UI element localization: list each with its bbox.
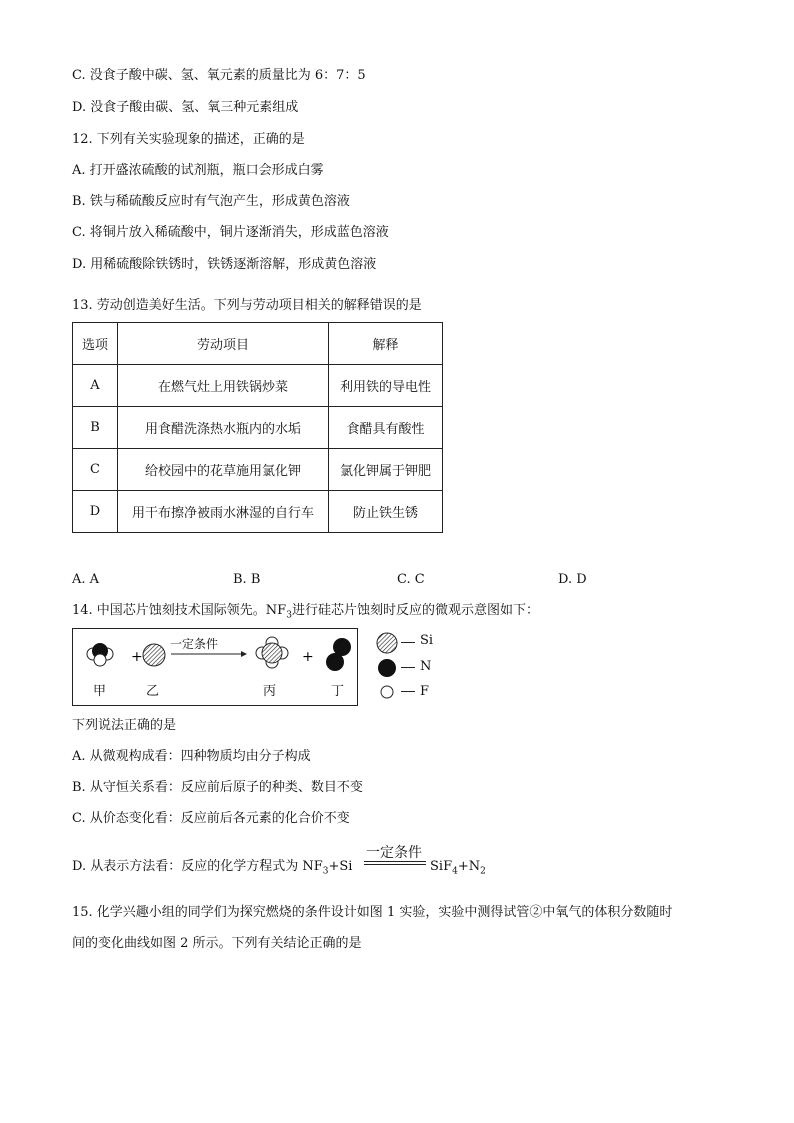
table-cell: C: [73, 449, 118, 491]
table-header-cell: 选项: [73, 323, 118, 365]
label-ding: 丁: [331, 684, 345, 699]
table-cell: 利用铁的导电性: [329, 365, 443, 407]
table-header-row: [73, 323, 443, 365]
table-row: [73, 449, 443, 491]
q13-option-b: B. B: [233, 572, 261, 587]
table-cell: B: [73, 407, 118, 449]
legend-n-symbol: [378, 659, 396, 677]
q12-option-d: D. 用稀硫酸除铁锈时，铁锈逐渐溶解，形成黄色溶液: [72, 257, 377, 272]
reaction-condition: 一定条件: [170, 637, 219, 651]
table-cell: A: [73, 365, 118, 407]
table-cell: 用食醋洗涤热水瓶内的水垢: [118, 407, 329, 449]
legend-symbols: [374, 630, 404, 704]
arrow-head: [241, 651, 247, 657]
legend-f-symbol: [381, 686, 393, 698]
table-cell: 用干布擦净被雨水淋湿的自行车: [118, 491, 329, 533]
q13-option-c: C. C: [397, 572, 425, 587]
plus-sign: +: [302, 649, 314, 665]
table-cell: 氯化钾属于钾肥: [329, 449, 443, 491]
table-row: [73, 407, 443, 449]
q13-option-a: A. A: [72, 572, 100, 587]
q14-stem-sub: 3: [286, 610, 292, 621]
q14-option-d: [72, 842, 532, 876]
legend-si-symbol: [377, 633, 397, 653]
table-cell: 在燃气灶上用铁锅炒菜: [118, 365, 329, 407]
q12-option-c: C. 将铜片放入稀硫酸中，铜片逐渐消失，形成蓝色溶液: [72, 225, 389, 240]
q12-stem: 12. 下列有关实验现象的描述，正确的是: [72, 132, 305, 147]
legend-dash: [401, 642, 415, 643]
equation-end: +N: [457, 859, 481, 874]
equation-product: SiF: [430, 859, 453, 874]
table-cell: 给校园中的花草施用氯化钾: [118, 449, 329, 491]
equation-bar: [364, 864, 426, 865]
legend-n-label: N: [420, 659, 432, 674]
equation-sub: 4: [452, 866, 458, 877]
label-bing: 丙: [263, 684, 277, 699]
legend-si-label: Si: [420, 633, 434, 648]
legend-dash: [401, 667, 415, 668]
table-row: [73, 365, 443, 407]
n2-molecule: [326, 638, 351, 671]
q15-line-1: 15. 化学兴趣小组的同学们为探究燃烧的条件设计如图 1 实验，实验中测得试管②中氧气的体积分数随时: [72, 905, 673, 920]
atom-legend: [374, 630, 444, 704]
q13-stem: 13. 劳动创造美好生活。下列与劳动项目相关的解释错误的是: [72, 298, 422, 313]
equation-left: [72, 858, 352, 881]
plus-sign: +: [131, 649, 143, 665]
q13-option-d: D. D: [558, 572, 587, 587]
q14-stem-post: 进行硅芯片蚀刻时反应的微观示意图如下：: [291, 603, 539, 618]
equation-pre: D. 从表示方法看：反应的化学方程式为 NF: [72, 859, 323, 874]
legend-dash: [401, 691, 415, 692]
q14-stem: [72, 602, 539, 625]
reaction-diagram: [72, 628, 358, 706]
nf3-molecule: [87, 643, 113, 666]
label-yi: 乙: [146, 684, 160, 699]
q14-stem-pre: 14. 中国芯片蚀刻技术国际领先。NF: [72, 603, 287, 618]
sif4-molecule: [256, 637, 288, 668]
si-atom: [143, 644, 165, 666]
label-jia: 甲: [93, 684, 107, 699]
q12-option-a: A. 打开盛浓硫酸的试剂瓶，瓶口会形成白雾: [72, 163, 324, 178]
table-row: [73, 491, 443, 533]
table-header-cell: 劳动项目: [118, 323, 329, 365]
q11-option-d: D. 没食子酸由碳、氢、氧三种元素组成: [72, 100, 299, 115]
equation-mid: +Si: [328, 859, 353, 874]
table-cell: D: [73, 491, 118, 533]
q13-table: [72, 322, 443, 533]
q14-option-c: C. 从价态变化看：反应前后各元素的化合价不变: [72, 811, 350, 826]
q11-option-c: C. 没食子酸中碳、氢、氧元素的质量比为 6：7：5: [72, 68, 366, 83]
q14-option-a: A. 从微观构成看：四种物质均由分子构成: [72, 749, 311, 764]
table-header-cell: 解释: [329, 323, 443, 365]
q14-option-b: B. 从守恒关系看：反应前后原子的种类、数目不变: [72, 780, 363, 795]
equation-right: [430, 858, 486, 881]
table-cell: 食醋具有酸性: [329, 407, 443, 449]
equation-sub: 2: [480, 866, 486, 877]
q14-prompt: 下列说法正确的是: [72, 718, 177, 733]
equation-sub: 3: [322, 866, 329, 877]
q12-option-b: B. 铁与稀硫酸反应时有气泡产生，形成黄色溶液: [72, 194, 350, 209]
table-cell: 防止铁生锈: [329, 491, 443, 533]
equation-bar: [364, 861, 426, 862]
legend-f-label: F: [420, 684, 430, 699]
q15-line-2: 间的变化曲线如图 2 所示。下列有关结论正确的是: [72, 936, 362, 951]
equation-condition: 一定条件: [366, 845, 422, 861]
